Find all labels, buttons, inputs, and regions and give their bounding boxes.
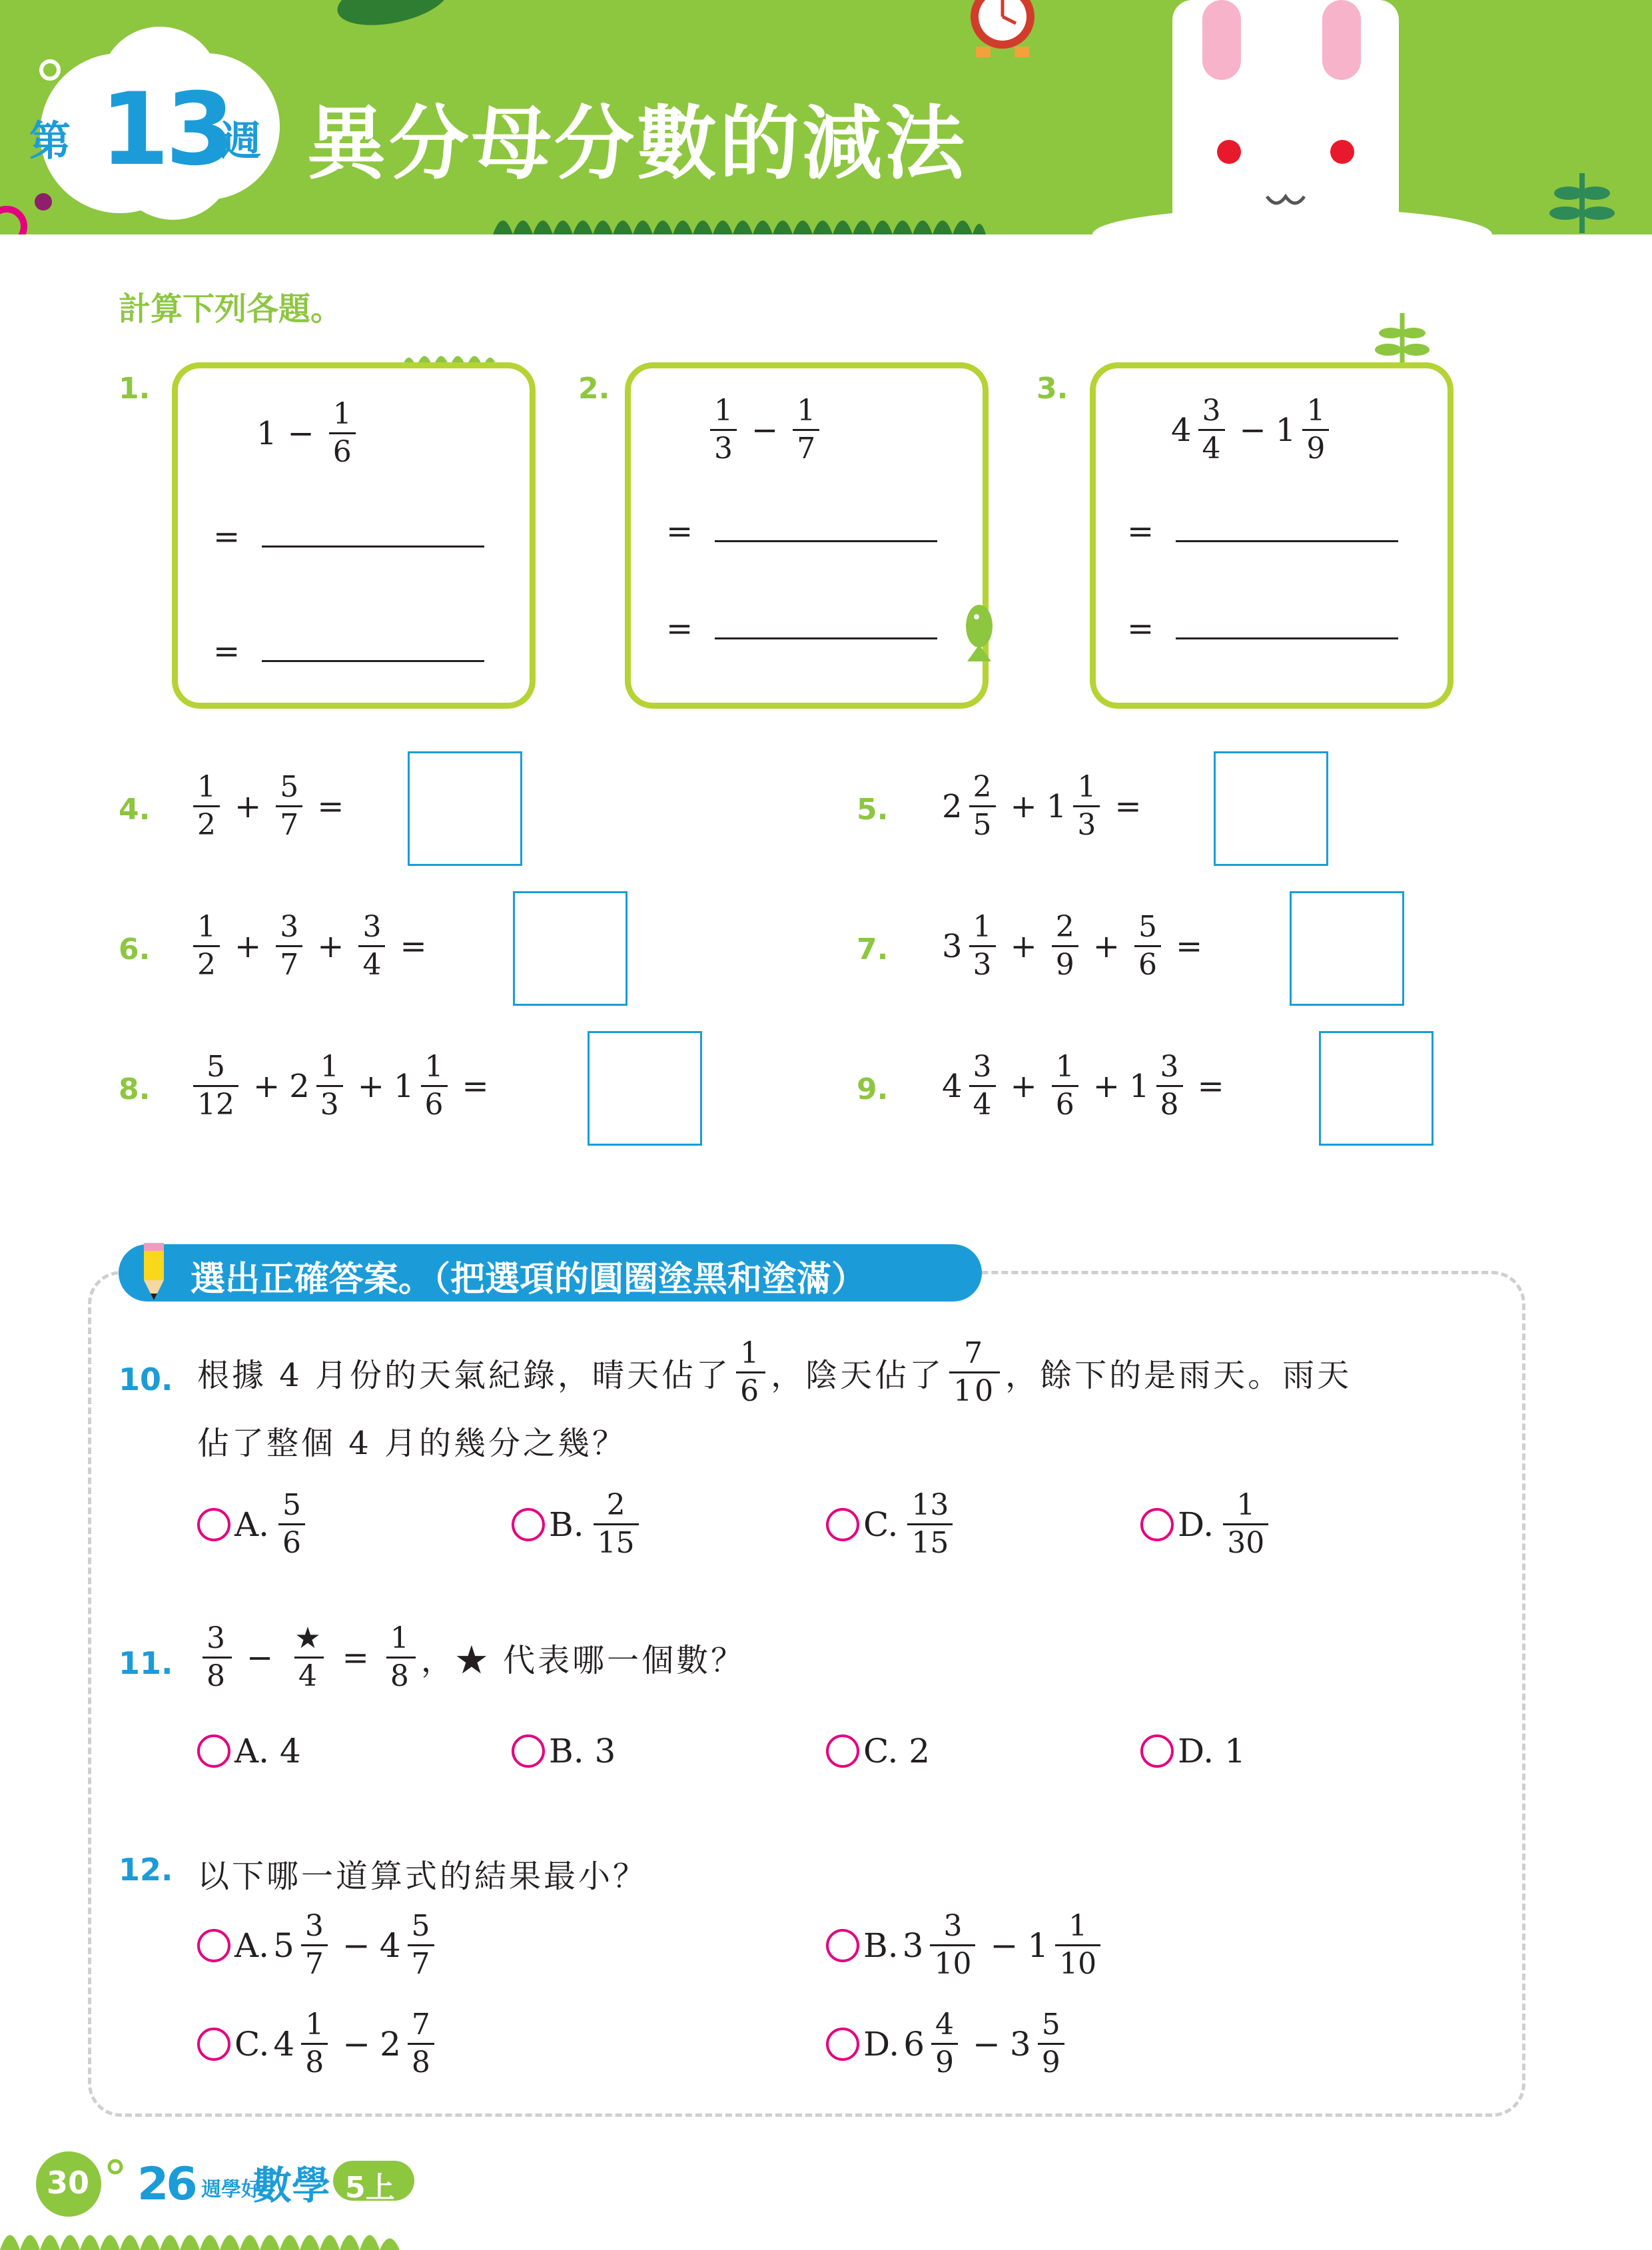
fraction bbox=[193, 1052, 238, 1120]
fraction bbox=[386, 1621, 416, 1693]
denominator: 5 bbox=[969, 805, 996, 840]
operator: = bbox=[1114, 787, 1142, 825]
numerator: 1 bbox=[390, 1621, 412, 1655]
answer-box[interactable] bbox=[1319, 1031, 1434, 1146]
option-label: D. bbox=[863, 2024, 900, 2063]
fraction bbox=[1156, 1052, 1183, 1120]
whole-number: 4 bbox=[942, 1067, 963, 1105]
numerator: 1 bbox=[1306, 394, 1326, 428]
option-c[interactable] bbox=[197, 2010, 440, 2077]
option-label: A. bbox=[234, 1926, 270, 1965]
fraction bbox=[1073, 770, 1100, 842]
operator: + bbox=[1010, 927, 1037, 965]
operator: = bbox=[1175, 927, 1203, 965]
option-a[interactable] bbox=[197, 1732, 301, 1770]
question-number: 2. bbox=[578, 372, 610, 406]
fraction bbox=[1134, 910, 1161, 982]
denominator: 15 bbox=[594, 1523, 639, 1558]
option-label: C. bbox=[863, 1505, 899, 1544]
option-label: B. 3 bbox=[549, 1732, 616, 1770]
question-number: 3. bbox=[1036, 372, 1068, 406]
option-value bbox=[902, 1488, 958, 1560]
option-circle bbox=[512, 1734, 545, 1768]
fraction bbox=[408, 1909, 434, 1981]
operator: = bbox=[400, 927, 427, 965]
question-number: 8. bbox=[119, 1072, 151, 1106]
option-circle bbox=[826, 1734, 859, 1768]
option-value bbox=[903, 2010, 1070, 2077]
fraction bbox=[203, 1621, 232, 1693]
fraction bbox=[1052, 910, 1078, 982]
option-label: D. bbox=[1178, 1505, 1214, 1544]
operator: − bbox=[342, 1926, 370, 1965]
denominator: 3 bbox=[316, 1085, 343, 1120]
numerator: 1 bbox=[305, 2008, 324, 2042]
option-a[interactable] bbox=[197, 1488, 310, 1560]
question-expression bbox=[942, 910, 1212, 982]
denominator: 6 bbox=[421, 1085, 448, 1120]
whole-number: 1 bbox=[256, 414, 277, 452]
denominator: 8 bbox=[301, 2043, 328, 2077]
question-text-tail: ，★ 代表哪一個數？ bbox=[420, 1642, 746, 1679]
sprout-icon bbox=[1372, 303, 1432, 370]
operator: + bbox=[234, 927, 262, 965]
numerator: 2 bbox=[606, 1488, 625, 1522]
fraction bbox=[930, 1909, 975, 1981]
question-expression bbox=[188, 910, 436, 982]
question-expression bbox=[256, 397, 361, 469]
whole-number: 1 bbox=[1128, 1067, 1150, 1105]
denominator: 9 bbox=[1052, 945, 1078, 980]
fraction bbox=[193, 910, 220, 982]
denominator: 8 bbox=[408, 2043, 434, 2077]
page-title: 異分母分數的減法 bbox=[306, 98, 967, 190]
denominator: 7 bbox=[301, 1944, 328, 1979]
numerator: 3 bbox=[280, 910, 299, 944]
denominator: 15 bbox=[907, 1523, 953, 1558]
fish-icon bbox=[959, 598, 999, 665]
choice-banner-text: 選出正確答案。（把選項的圓圈塗黑和塗滿） bbox=[191, 1260, 867, 1300]
work-line: = bbox=[1127, 610, 1398, 647]
option-d[interactable] bbox=[826, 2010, 1070, 2077]
answer-box[interactable] bbox=[408, 751, 522, 866]
numerator: 3 bbox=[973, 1050, 992, 1084]
denominator: 4 bbox=[358, 945, 385, 980]
whole-number: 4 bbox=[379, 1926, 401, 1965]
denominator: 9 bbox=[931, 2043, 958, 2077]
numerator: 5 bbox=[1138, 910, 1157, 944]
denominator: 7 bbox=[276, 945, 302, 980]
pencil-icon bbox=[131, 1239, 177, 1306]
operator: = bbox=[1197, 1067, 1224, 1105]
question-number: 12. bbox=[119, 1852, 173, 1888]
option-circle bbox=[826, 2028, 859, 2061]
option-label: C. 2 bbox=[863, 1732, 931, 1770]
answer-line[interactable] bbox=[262, 522, 484, 548]
answer-line[interactable] bbox=[1176, 516, 1398, 542]
whole-number: 1 bbox=[1046, 787, 1067, 825]
numerator: 1 bbox=[797, 394, 816, 428]
denominator: 3 bbox=[969, 945, 996, 980]
operator: + bbox=[1092, 1067, 1120, 1105]
denominator: 12 bbox=[193, 1085, 238, 1120]
fraction bbox=[1038, 2010, 1064, 2077]
denominator: 3 bbox=[1073, 805, 1100, 840]
whole-number: 3 bbox=[942, 927, 963, 965]
answer-line[interactable] bbox=[262, 636, 484, 662]
whole-number: 2 bbox=[380, 2024, 401, 2063]
numerator: 3 bbox=[1160, 1050, 1179, 1084]
answer-box[interactable] bbox=[588, 1031, 702, 1146]
denominator: 6 bbox=[1052, 1085, 1078, 1120]
denominator: 9 bbox=[1038, 2043, 1064, 2077]
fraction bbox=[301, 1909, 328, 1981]
operator: + bbox=[1010, 787, 1037, 825]
question-text bbox=[197, 1621, 746, 1693]
option-circle bbox=[197, 1929, 230, 1962]
denominator: 8 bbox=[1156, 1085, 1183, 1120]
denominator: 2 bbox=[193, 945, 220, 980]
option-value bbox=[273, 1909, 440, 1981]
numerator: 3 bbox=[206, 1621, 228, 1655]
option-circle bbox=[197, 2028, 230, 2061]
whole-number: 1 bbox=[1027, 1926, 1049, 1965]
fraction bbox=[969, 1052, 996, 1120]
whole-number: 2 bbox=[942, 787, 963, 825]
fraction bbox=[1223, 1488, 1268, 1560]
rabbit-icon bbox=[1092, 0, 1492, 234]
operator: − bbox=[342, 2024, 371, 2063]
fraction bbox=[421, 1052, 448, 1120]
option-value bbox=[273, 2010, 440, 2077]
numerator: 7 bbox=[411, 2008, 430, 2042]
whole-number: 3 bbox=[1009, 2024, 1031, 2063]
operator: + bbox=[253, 1067, 280, 1105]
numerator: ★ bbox=[294, 1621, 324, 1655]
fraction bbox=[276, 770, 302, 842]
option-label: B. bbox=[549, 1505, 584, 1544]
alarm-clock-icon bbox=[959, 0, 1046, 60]
question-number: 10. bbox=[119, 1361, 173, 1397]
option-label: A. 4 bbox=[234, 1732, 301, 1770]
numerator: 1 bbox=[197, 770, 216, 804]
numerator: 1 bbox=[197, 910, 216, 944]
question-expression bbox=[188, 770, 353, 842]
operator: − bbox=[287, 414, 314, 452]
denominator: 6 bbox=[1134, 945, 1161, 980]
fraction bbox=[329, 397, 356, 469]
answer-line[interactable] bbox=[1176, 613, 1398, 639]
option-value bbox=[588, 1488, 644, 1560]
fraction bbox=[301, 2010, 328, 2077]
option-circle bbox=[826, 1929, 859, 1962]
numerator: 1 bbox=[332, 397, 352, 431]
denominator: 7 bbox=[276, 805, 302, 840]
numerator: 1 bbox=[714, 394, 733, 428]
fraction bbox=[278, 1488, 305, 1560]
question-expression bbox=[705, 396, 825, 464]
fraction bbox=[1052, 1052, 1078, 1120]
operator: − bbox=[246, 1639, 276, 1677]
numerator: 1 bbox=[1068, 1909, 1088, 1943]
numerator: 4 bbox=[935, 2008, 955, 2042]
work-line: = bbox=[666, 513, 937, 550]
operator: + bbox=[1010, 1067, 1037, 1105]
denominator: 8 bbox=[203, 1657, 232, 1691]
grade-label: 5上 bbox=[345, 2171, 395, 2205]
answer-box[interactable] bbox=[1290, 891, 1404, 1006]
operator: = bbox=[342, 1639, 372, 1677]
fraction bbox=[710, 396, 737, 464]
option-value bbox=[902, 1909, 1106, 1981]
operator: + bbox=[1092, 927, 1120, 965]
brand-number: 26 bbox=[137, 2158, 195, 2211]
option-value bbox=[1218, 1488, 1274, 1560]
operator: + bbox=[357, 1067, 384, 1105]
option-circle bbox=[197, 1734, 230, 1768]
operator: = bbox=[462, 1067, 489, 1105]
numerator: 2 bbox=[1055, 910, 1074, 944]
fraction bbox=[1055, 1909, 1100, 1981]
fraction: $\frac{1}{6}$ bbox=[736, 1339, 765, 1406]
fraction bbox=[193, 770, 220, 842]
whole-number: 1 bbox=[393, 1067, 414, 1105]
operator: − bbox=[751, 411, 779, 449]
operator: = bbox=[317, 787, 344, 825]
numerator: 5 bbox=[280, 770, 299, 804]
fraction bbox=[316, 1052, 343, 1120]
page-header bbox=[0, 0, 1652, 234]
whole-number: 1 bbox=[1275, 411, 1296, 449]
question-number: 5. bbox=[857, 793, 889, 827]
option-label: B. bbox=[863, 1926, 899, 1965]
fraction bbox=[969, 910, 996, 982]
option-d[interactable] bbox=[1140, 1488, 1274, 1560]
question-text: 根據 4 月份的天氣紀錄，晴天佔了 $\frac{1}{6}$ ，陰天佔了 $\frac{7}{10}$ ，餘下的是雨天。雨天 bbox=[197, 1336, 1352, 1408]
numerator: 13 bbox=[911, 1488, 949, 1522]
denominator: 10 bbox=[1055, 1944, 1100, 1979]
whole-number: 4 bbox=[1171, 411, 1192, 449]
numerator: 3 bbox=[362, 910, 382, 944]
grass-decoration bbox=[493, 200, 986, 234]
answer-box[interactable] bbox=[513, 891, 627, 1006]
option-circle bbox=[1140, 1734, 1174, 1768]
denominator: 4 bbox=[294, 1657, 324, 1691]
question-number: 9. bbox=[857, 1072, 889, 1106]
denominator: 6 bbox=[329, 432, 356, 467]
question-expression bbox=[188, 1052, 498, 1120]
option-label: A. bbox=[234, 1505, 270, 1544]
option-label: C. bbox=[234, 2024, 270, 2063]
numerator: 1 bbox=[1055, 1050, 1074, 1084]
numerator: 3 bbox=[304, 1909, 324, 1943]
operator: + bbox=[317, 927, 344, 965]
brand-title: 數學 bbox=[253, 2163, 331, 2208]
denominator: 7 bbox=[793, 429, 819, 464]
whole-number: 4 bbox=[273, 2024, 295, 2063]
question-text-line2: 佔了整個 4 月的幾分之幾？ bbox=[197, 1425, 627, 1462]
denominator: 7 bbox=[408, 1944, 434, 1979]
answer-line[interactable] bbox=[715, 516, 937, 542]
option-b[interactable] bbox=[512, 1488, 644, 1560]
option-label: D. 1 bbox=[1178, 1732, 1246, 1770]
fraction bbox=[408, 2010, 434, 2077]
option-circle bbox=[512, 1508, 545, 1541]
question-text: 以下哪一道算式的結果最小？ bbox=[197, 1858, 648, 1895]
numerator: 5 bbox=[411, 1909, 430, 1943]
week-prefix: 第 bbox=[29, 117, 71, 165]
fraction bbox=[276, 910, 302, 982]
answer-line[interactable] bbox=[715, 613, 937, 639]
numerator: 3 bbox=[943, 1909, 963, 1943]
page-number: 30 bbox=[47, 2165, 90, 2201]
fraction bbox=[290, 1621, 327, 1693]
question-number: 1. bbox=[119, 372, 151, 406]
work-line: = bbox=[213, 633, 484, 670]
numerator: 1 bbox=[1077, 770, 1096, 804]
numerator: 5 bbox=[1041, 2008, 1060, 2042]
operator: + bbox=[234, 787, 262, 825]
question-number: 7. bbox=[857, 933, 889, 966]
option-a[interactable] bbox=[197, 1909, 440, 1981]
brand-small-text: 週學好 bbox=[201, 2178, 261, 2201]
denominator: 3 bbox=[710, 429, 737, 464]
numerator: 1 bbox=[1236, 1488, 1256, 1522]
option-c[interactable] bbox=[826, 1488, 958, 1560]
whole-number: 6 bbox=[903, 2024, 925, 2063]
numerator: 2 bbox=[973, 770, 992, 804]
option-c[interactable] bbox=[826, 1732, 930, 1770]
whole-number: 5 bbox=[273, 1926, 294, 1965]
question-expression bbox=[942, 1052, 1234, 1120]
fraction bbox=[969, 770, 996, 842]
option-circle bbox=[197, 1508, 230, 1541]
denominator: 6 bbox=[278, 1523, 305, 1558]
operator: − bbox=[990, 1926, 1019, 1965]
fraction bbox=[1198, 396, 1225, 464]
option-b[interactable] bbox=[826, 1909, 1106, 1981]
question-expression bbox=[1171, 396, 1334, 464]
question-expression bbox=[942, 770, 1151, 842]
denominator: 30 bbox=[1223, 1523, 1268, 1558]
numerator: 1 bbox=[973, 910, 992, 944]
fraction bbox=[358, 910, 385, 982]
week-number: 13 bbox=[100, 72, 231, 188]
operator: − bbox=[973, 2024, 1001, 2063]
week-suffix: 週 bbox=[220, 117, 262, 165]
grass-decoration bbox=[0, 2210, 400, 2250]
whole-number: 3 bbox=[902, 1926, 924, 1965]
operator: − bbox=[1239, 411, 1266, 449]
fraction bbox=[931, 2010, 958, 2077]
denominator: 4 bbox=[1198, 429, 1225, 464]
fraction bbox=[594, 1488, 639, 1560]
small-ring-decoration bbox=[105, 2157, 125, 2177]
work-line: = bbox=[666, 610, 937, 647]
question-number: 6. bbox=[119, 933, 151, 966]
whole-number: 2 bbox=[289, 1067, 310, 1105]
fraction bbox=[1302, 396, 1329, 464]
work-line: = bbox=[1127, 513, 1398, 550]
question-number: 4. bbox=[119, 793, 151, 827]
denominator: 10 bbox=[930, 1944, 975, 1979]
question-number: 11. bbox=[119, 1645, 173, 1681]
denominator: 4 bbox=[969, 1085, 996, 1120]
denominator: 8 bbox=[386, 1657, 416, 1691]
fraction bbox=[793, 396, 819, 464]
leaf-icon bbox=[333, 0, 453, 33]
answer-box[interactable] bbox=[1214, 751, 1328, 866]
instruction: 計算下列各題。 bbox=[119, 290, 343, 328]
fraction bbox=[907, 1488, 953, 1560]
option-value bbox=[273, 1488, 310, 1560]
fraction: $\frac{7}{10}$ bbox=[949, 1339, 1000, 1406]
sprout-icon bbox=[1545, 160, 1619, 233]
numerator: 3 bbox=[1202, 394, 1221, 428]
work-line: = bbox=[213, 518, 484, 556]
option-circle bbox=[826, 1508, 859, 1541]
option-d[interactable] bbox=[1140, 1732, 1246, 1770]
option-b[interactable] bbox=[512, 1732, 616, 1770]
denominator: 2 bbox=[193, 805, 220, 840]
numerator: 1 bbox=[424, 1050, 444, 1084]
numerator: 5 bbox=[282, 1488, 302, 1522]
numerator: 1 bbox=[320, 1050, 339, 1084]
numerator: 5 bbox=[206, 1050, 225, 1084]
denominator: 9 bbox=[1302, 429, 1329, 464]
option-circle bbox=[1140, 1508, 1174, 1541]
